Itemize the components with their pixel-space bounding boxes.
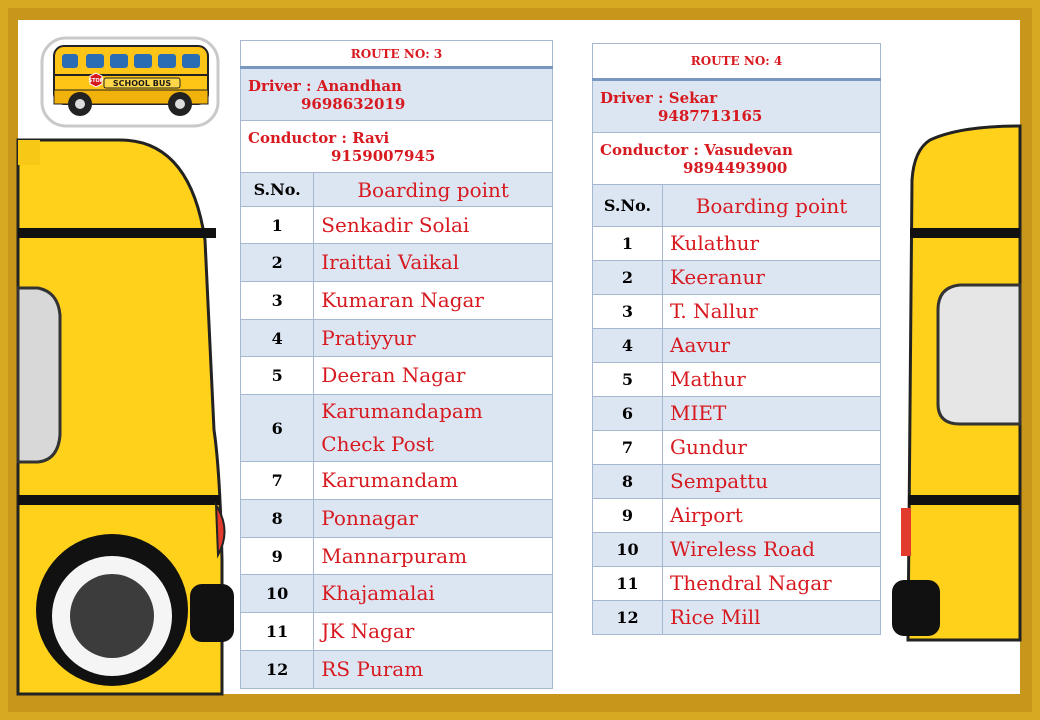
route-title: ROUTE NO: 3 — [241, 41, 553, 68]
stop-name: Kumaran Nagar — [314, 282, 553, 320]
table-row — [241, 357, 553, 395]
table-row — [593, 227, 881, 261]
boarding-header: Boarding point — [663, 185, 881, 227]
table-row — [593, 261, 881, 295]
driver-name: Driver : Anandhan — [248, 76, 402, 95]
stop-name: Gundur — [663, 431, 881, 465]
table-row — [241, 575, 553, 613]
stop-number: 1 — [593, 227, 663, 261]
stop-number: 6 — [241, 395, 314, 462]
table-row — [593, 363, 881, 397]
conductor-name: Conductor : Ravi — [248, 128, 390, 147]
table-row — [593, 533, 881, 567]
route-4-table — [592, 43, 881, 635]
stop-number: 10 — [593, 533, 663, 567]
driver-info — [593, 80, 881, 133]
stop-number: 2 — [593, 261, 663, 295]
table-row — [241, 282, 553, 320]
stop-number: 12 — [241, 651, 314, 689]
stop-number: 9 — [241, 538, 314, 575]
table-row — [241, 613, 553, 651]
stop-name: Keeranur — [663, 261, 881, 295]
stop-name: Ponnagar — [314, 500, 553, 538]
table-row — [241, 500, 553, 538]
boarding-header: Boarding point — [314, 173, 553, 207]
table-row — [593, 295, 881, 329]
stop-sign-label: STOP — [88, 78, 104, 84]
stop-name: MIET — [663, 397, 881, 431]
sno-header: S.No. — [593, 185, 663, 227]
conductor-phone: 9159007945 — [331, 146, 436, 165]
table-row — [241, 320, 553, 357]
stop-name: Deeran Nagar — [314, 357, 553, 395]
stop-number: 2 — [241, 244, 314, 282]
stop-name: Karumandapam Check Post — [314, 395, 553, 462]
stop-name: Pratiyyur — [314, 320, 553, 357]
table-row — [593, 329, 881, 363]
table-row — [241, 207, 553, 244]
table-row — [241, 462, 553, 500]
driver-info — [241, 68, 553, 121]
stop-name: Khajamalai — [314, 575, 553, 613]
stop-name: Karumandam — [314, 462, 553, 500]
table-row — [593, 465, 881, 499]
right-bus-illustration — [892, 126, 1020, 640]
stop-name: Iraittai Vaikal — [314, 244, 553, 282]
conductor-info — [241, 121, 553, 173]
left-bus-illustration — [18, 140, 234, 694]
stop-number: 8 — [593, 465, 663, 499]
conductor-phone: 9894493900 — [683, 158, 788, 177]
stop-name: Rice Mill — [663, 601, 881, 635]
table-row — [241, 538, 553, 575]
table-row — [241, 244, 553, 282]
stop-number: 10 — [241, 575, 314, 613]
driver-phone: 9487713165 — [658, 106, 763, 125]
table-row — [593, 397, 881, 431]
table-row — [241, 395, 553, 462]
table-row — [241, 651, 553, 689]
route-3-table — [240, 40, 553, 689]
stop-name: Mannarpuram — [314, 538, 553, 575]
driver-phone: 9698632019 — [301, 94, 406, 113]
sticker-label: SCHOOL BUS — [112, 79, 172, 88]
sno-header: S.No. — [241, 173, 314, 207]
stop-number: 8 — [241, 500, 314, 538]
stop-number: 4 — [593, 329, 663, 363]
stop-name: Kulathur — [663, 227, 881, 261]
stop-number: 7 — [241, 462, 314, 500]
stop-number: 11 — [241, 613, 314, 651]
stop-name: JK Nagar — [314, 613, 553, 651]
stop-number: 12 — [593, 601, 663, 635]
stop-name: Aavur — [663, 329, 881, 363]
stop-name: T. Nallur — [663, 295, 881, 329]
conductor-info — [593, 133, 881, 185]
stop-number: 7 — [593, 431, 663, 465]
stop-number: 5 — [241, 357, 314, 395]
stop-number: 1 — [241, 207, 314, 244]
school-bus-sticker — [40, 36, 220, 128]
stop-number: 3 — [241, 282, 314, 320]
stop-name: Senkadir Solai — [314, 207, 553, 244]
stop-number: 6 — [593, 397, 663, 431]
table-row — [593, 601, 881, 635]
conductor-name: Conductor : Vasudevan — [600, 140, 793, 159]
stop-number: 9 — [593, 499, 663, 533]
stop-name: Wireless Road — [663, 533, 881, 567]
stop-name: Airport — [663, 499, 881, 533]
stop-name: Mathur — [663, 363, 881, 397]
table-row — [593, 499, 881, 533]
table-row — [593, 431, 881, 465]
route-title: ROUTE NO: 4 — [593, 44, 881, 80]
stop-name: Sempattu — [663, 465, 881, 499]
stop-name: RS Puram — [314, 651, 553, 689]
stop-name: Thendral Nagar — [663, 567, 881, 601]
stop-number: 5 — [593, 363, 663, 397]
stop-number: 11 — [593, 567, 663, 601]
stop-number: 3 — [593, 295, 663, 329]
driver-name: Driver : Sekar — [600, 88, 718, 107]
table-row — [593, 567, 881, 601]
stop-number: 4 — [241, 320, 314, 357]
